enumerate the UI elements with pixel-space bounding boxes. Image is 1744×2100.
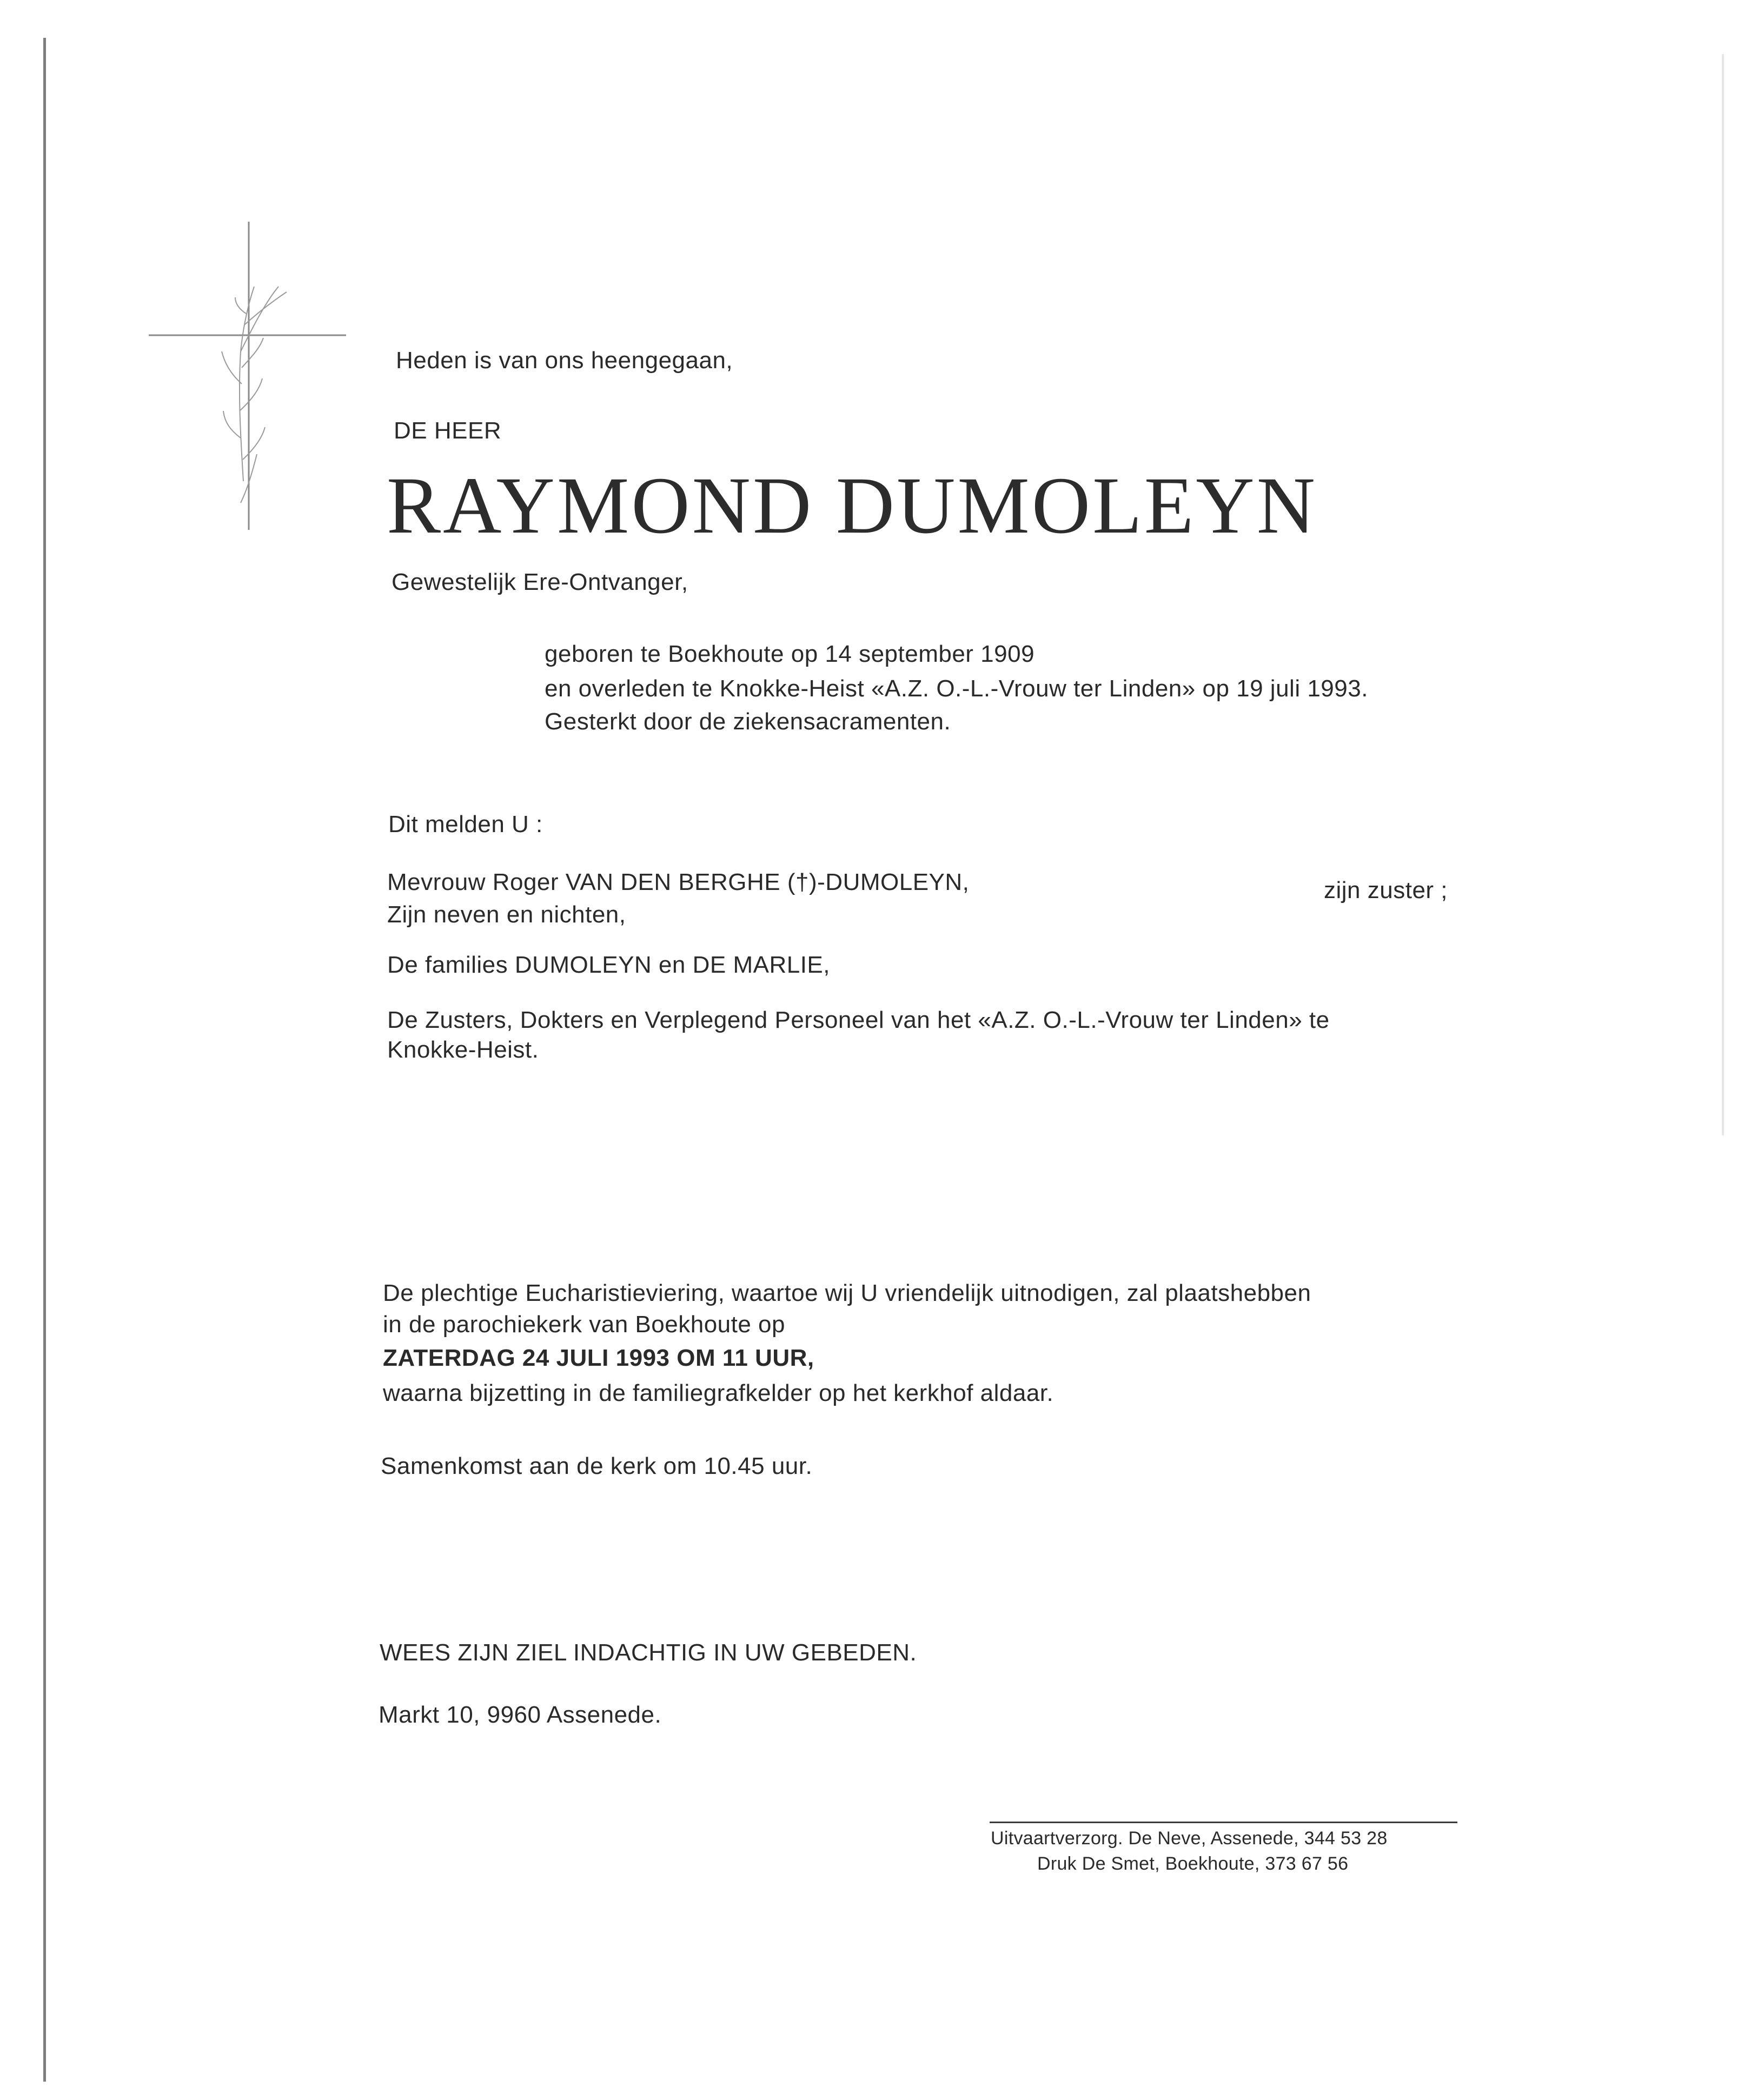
families-text: De families DUMOLEYN en DE MARLIE,	[387, 952, 830, 978]
sacraments-line: Gesterkt door de ziekensacramenten.	[545, 708, 951, 735]
undertaker-text: Uitvaartverzorg. De Neve, Assenede, 344 53 28	[991, 1828, 1388, 1849]
function-text: Gewestelijk Ere-Ontvanger,	[392, 569, 688, 595]
left-fold-edge	[43, 38, 46, 2082]
ceremony-line-1: De plechtige Eucharistieviering, waartoe wij U vriendelijk uitnodigen, zal plaatshebben	[383, 1280, 1311, 1306]
right-fold-edge	[1722, 54, 1724, 1135]
sister-relation: zijn zuster ;	[1324, 877, 1448, 903]
address-text: Markt 10, 9960 Assenede.	[379, 1702, 662, 1728]
birth-line: geboren te Boekhoute op 14 september 1909	[545, 641, 1035, 667]
footer-rule	[990, 1822, 1457, 1823]
cross-with-wheat-icon	[149, 222, 349, 535]
death-line: en overleden te Knokke-Heist «A.Z. O.-L.-Vrouw ter Linden» op 19 juli 1993.	[545, 675, 1368, 702]
announcers-intro: Dit melden U :	[388, 811, 543, 838]
ceremony-date: ZATERDAG 24 JULI 1993 OM 11 UUR,	[383, 1345, 814, 1371]
deceased-name: RAYMOND DUMOLEYN	[387, 461, 1318, 550]
sister-name: Mevrouw Roger VAN DEN BERGHE (†)-DUMOLEYN,	[387, 869, 970, 895]
printer-text: Druk De Smet, Boekhoute, 373 67 56	[1037, 1853, 1349, 1874]
intro-text: Heden is van ons heengegaan,	[396, 347, 733, 374]
gathering-text: Samenkomst aan de kerk om 10.45 uur.	[381, 1453, 813, 1479]
prayer-text: WEES ZIJN ZIEL INDACHTIG IN UW GEBEDEN.	[380, 1639, 917, 1666]
staff-line-2: Knokke-Heist.	[387, 1036, 539, 1063]
nephews-text: Zijn neven en nichten,	[387, 901, 626, 928]
title-text: DE HEER	[394, 417, 502, 444]
ceremony-line-3: waarna bijzetting in de familiegrafkelder op het kerkhof aldaar.	[383, 1380, 1054, 1406]
ceremony-line-2: in de parochiekerk van Boekhoute op	[383, 1311, 785, 1338]
staff-line-1: De Zusters, Dokters en Verplegend Personeel van het «A.Z. O.-L.-Vrouw ter Linden» te	[387, 1007, 1330, 1033]
